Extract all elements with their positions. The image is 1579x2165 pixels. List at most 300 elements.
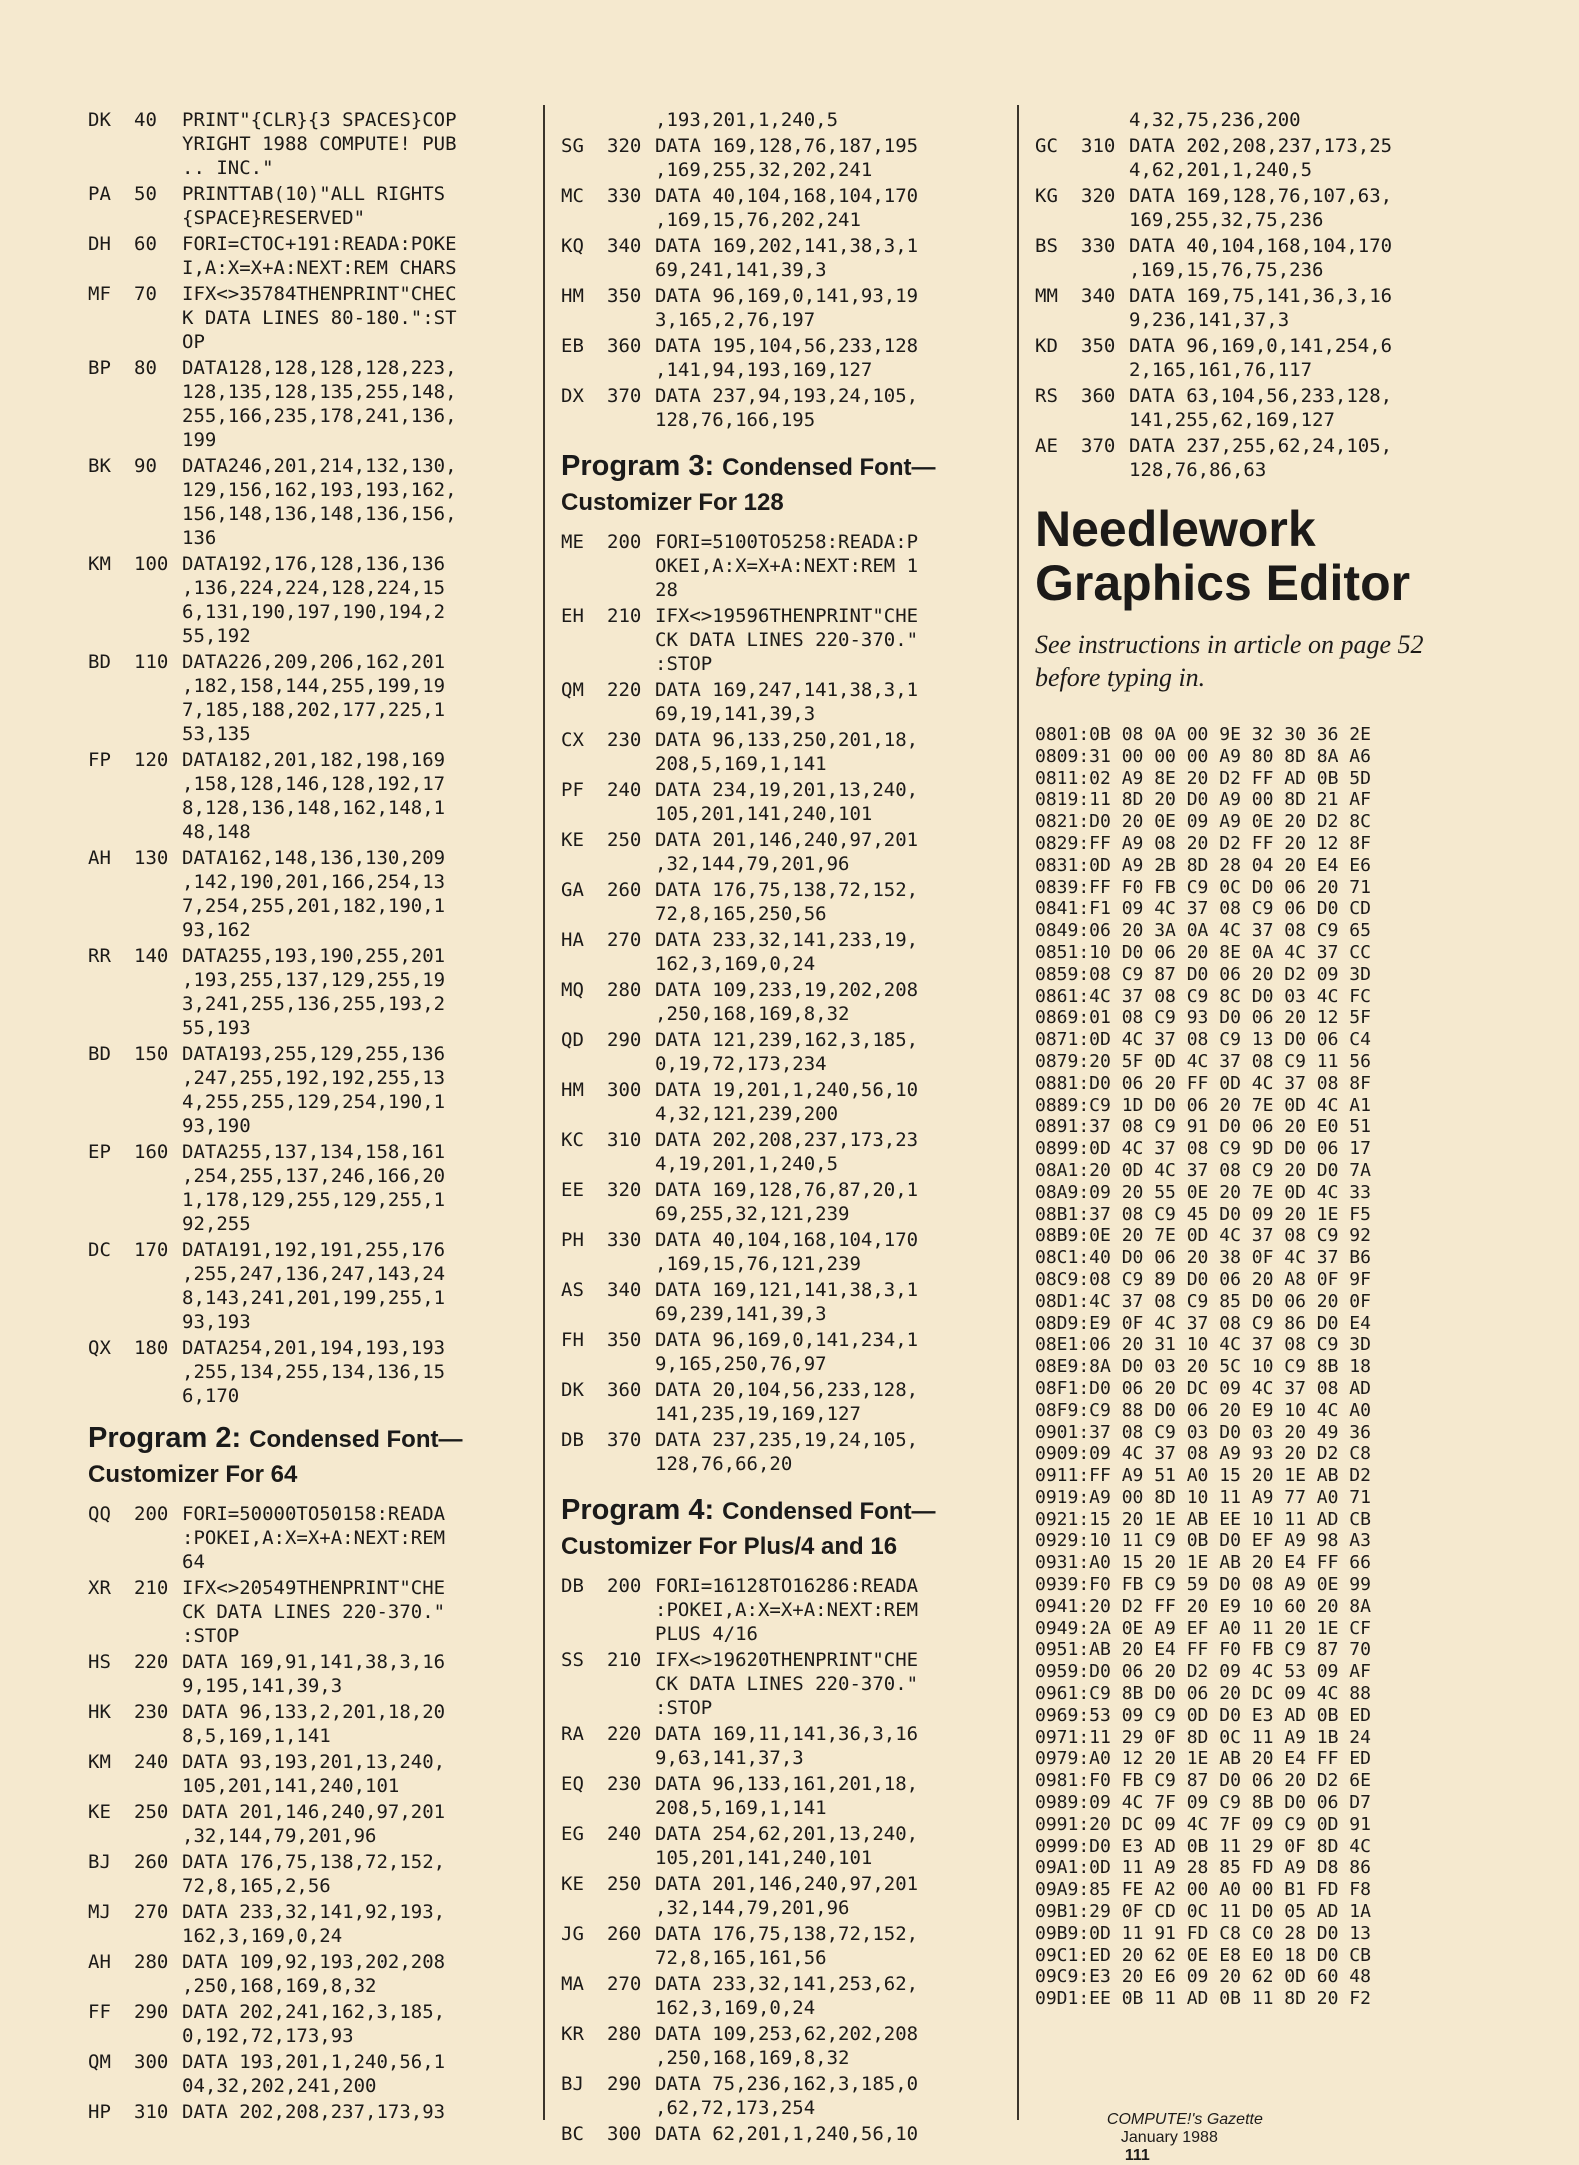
line-number: 360: [1081, 385, 1116, 407]
code-text: 9,165,250,76,97: [655, 1353, 827, 1375]
code-text: PLUS 4/16: [655, 1623, 758, 1645]
program-2-subtitle: Condensed Font—: [249, 1426, 463, 1453]
code-text: 9,236,141,37,3: [1129, 309, 1290, 331]
line-number: 240: [607, 1823, 642, 1845]
basic-line: [561, 1228, 1001, 1276]
code-text: DATA255,193,190,255,201: [182, 945, 446, 967]
code-text: ,169,15,76,121,239: [655, 1253, 861, 1275]
line-number: 330: [1081, 235, 1116, 257]
program-3-title-line2: Customizer For 128: [561, 489, 784, 516]
code-text: 53,135: [182, 723, 251, 745]
checksum: QM: [88, 2051, 111, 2073]
hex-line: 0831:0D A9 2B 8D 28 04 20 E4 E6: [1035, 854, 1371, 876]
line-number: 350: [1081, 335, 1116, 357]
basic-line: [561, 184, 1001, 232]
line-number: 130: [134, 847, 169, 869]
basic-line: [88, 1502, 528, 1574]
checksum: KE: [561, 1873, 584, 1895]
hex-line: 0941:20 D2 FF 20 E9 10 60 20 8A: [1035, 1595, 1371, 1617]
basic-line: [88, 1950, 528, 1998]
checksum: FP: [88, 749, 111, 771]
checksum: ME: [561, 531, 584, 553]
code-text: .. INC.": [182, 157, 274, 179]
line-number: 240: [134, 1751, 169, 1773]
hex-line: 08B1:37 08 C9 45 D0 09 20 1E F5: [1035, 1203, 1371, 1225]
line-number: 160: [134, 1141, 169, 1163]
checksum: JG: [561, 1923, 584, 1945]
basic-line: [561, 1278, 1001, 1326]
basic-line: [1035, 184, 1455, 232]
basic-line: [561, 1772, 1001, 1820]
code-text: DATA162,148,136,130,209: [182, 847, 446, 869]
basic-line: [1035, 108, 1455, 132]
hex-line: 0861:4C 37 08 C9 8C D0 03 4C FC: [1035, 985, 1371, 1007]
checksum: MC: [561, 185, 584, 207]
line-number: 350: [607, 285, 642, 307]
line-number: 260: [607, 879, 642, 901]
basic-line: [88, 356, 528, 452]
code-text: DATA 233,32,141,92,193,: [182, 1901, 446, 1923]
code-text: ,193,255,137,129,255,19: [182, 969, 446, 991]
code-text: K DATA LINES 80-180.":ST: [182, 307, 457, 329]
basic-line: [561, 1822, 1001, 1870]
checksum: HS: [88, 1651, 111, 1673]
code-text: 162,3,169,0,24: [182, 1925, 343, 1947]
basic-line: [561, 108, 1001, 132]
hex-line: 0901:37 08 C9 03 D0 03 20 49 36: [1035, 1421, 1371, 1443]
hex-line: 0951:AB 20 E4 FF F0 FB C9 87 70: [1035, 1639, 1371, 1661]
hex-line: 0959:D0 06 20 D2 09 4C 53 09 AF: [1035, 1661, 1371, 1683]
checksum: BK: [88, 455, 111, 477]
program-2-title: Program 2:: [88, 1422, 242, 1454]
line-number: 270: [607, 929, 642, 951]
code-text: 162,3,169,0,24: [655, 953, 816, 975]
code-text: 69,19,141,39,3: [655, 703, 816, 725]
basic-line: [88, 2000, 528, 2048]
code-text: DATA 62,201,1,240,56,10: [655, 2123, 919, 2145]
code-text: DATA 201,146,240,97,201: [655, 829, 919, 851]
code-text: ,250,168,169,8,32: [182, 1975, 377, 1997]
line-number: 180: [134, 1337, 169, 1359]
line-number: 370: [607, 385, 642, 407]
program-2-listing: [88, 1502, 528, 2124]
page-footer: [1098, 2093, 1263, 2165]
hex-line: 08A9:09 20 55 0E 20 7E 0D 4C 33: [1035, 1181, 1371, 1203]
checksum: SS: [561, 1649, 584, 1671]
hex-line: 0949:2A 0E A9 EF A0 11 20 1E CF: [1035, 1617, 1371, 1639]
basic-line: [561, 1128, 1001, 1176]
hex-line: 0899:0D 4C 37 08 C9 9D D0 06 17: [1035, 1138, 1371, 1160]
line-number: 210: [607, 1649, 642, 1671]
code-text: DATA226,209,206,162,201: [182, 651, 446, 673]
line-number: 90: [134, 455, 157, 477]
checksum: MQ: [561, 979, 584, 1001]
code-text: 4,19,201,1,240,5: [655, 1153, 839, 1175]
line-number: 310: [1081, 135, 1116, 157]
line-number: 230: [607, 1773, 642, 1795]
code-text: 4,255,255,129,254,190,1: [182, 1091, 446, 1113]
basic-line: [561, 1972, 1001, 2020]
column-1: [88, 108, 528, 2126]
basic-line: [561, 1574, 1001, 1646]
checksum: [561, 108, 607, 132]
hex-line: 0869:01 08 C9 93 D0 06 20 12 5F: [1035, 1007, 1371, 1029]
hex-line: 09A9:85 FE A2 00 A0 00 B1 FD F8: [1035, 1879, 1371, 1901]
checksum: HK: [88, 1701, 111, 1723]
line-number: 360: [607, 1379, 642, 1401]
code-text: 8,128,136,148,162,148,1: [182, 797, 446, 819]
hex-line: 0979:A0 12 20 1E AB 20 E4 FF ED: [1035, 1748, 1371, 1770]
line-number: 290: [134, 2001, 169, 2023]
code-text: DATA 202,208,237,173,25: [1129, 135, 1393, 157]
basic-line: [88, 1850, 528, 1898]
basic-line: [88, 1700, 528, 1748]
checksum: EB: [561, 335, 584, 357]
code-text: I,A:X=X+A:NEXT:REM CHARS: [182, 257, 457, 279]
code-text: ,255,247,136,247,143,24: [182, 1263, 446, 1285]
code-text: 208,5,169,1,141: [655, 1797, 827, 1819]
basic-line: [88, 1576, 528, 1648]
code-text: DATA182,201,182,198,169: [182, 749, 446, 771]
line-number: 50: [134, 183, 157, 205]
code-text: DATA 201,146,240,97,201: [655, 1873, 919, 1895]
checksum: MA: [561, 1973, 584, 1995]
basic-line: [561, 1328, 1001, 1376]
line-number: 340: [1081, 285, 1116, 307]
code-text: CK DATA LINES 220-370.": [655, 1673, 919, 1695]
line-number: 280: [607, 979, 642, 1001]
checksum: PA: [88, 183, 111, 205]
code-text: DATA 96,133,250,201,18,: [655, 729, 919, 751]
line-number: 60: [134, 233, 157, 255]
code-text: :STOP: [655, 1697, 713, 1719]
line-number: 40: [134, 109, 157, 131]
program-3-heading: [561, 450, 1001, 484]
checksum: BJ: [561, 2073, 584, 2095]
code-text: DATA 169,121,141,38,3,1: [655, 1279, 919, 1301]
line-number: 200: [607, 1575, 642, 1597]
code-text: DATA 195,104,56,233,128: [655, 335, 919, 357]
checksum: AH: [88, 1951, 111, 1973]
code-text: FORI=50000TO50158:READA: [182, 1503, 446, 1525]
code-text: IFX<>35784THENPRINT"CHEC: [182, 283, 457, 305]
basic-line: [88, 944, 528, 1040]
code-text: CK DATA LINES 220-370.": [182, 1601, 446, 1623]
code-text: YRIGHT 1988 COMPUTE! PUB: [182, 133, 457, 155]
checksum: EQ: [561, 1773, 584, 1795]
code-text: 156,148,136,148,136,156,: [182, 503, 457, 525]
code-text: 72,8,165,250,56: [655, 903, 827, 925]
code-text: 199: [182, 429, 217, 451]
code-text: ,193,201,1,240,5: [655, 109, 839, 131]
code-text: ,32,144,79,201,96: [655, 1897, 850, 1919]
code-text: 4,62,201,1,240,5: [1129, 159, 1313, 181]
code-text: IFX<>19596THENPRINT"CHE: [655, 605, 919, 627]
line-number: 360: [607, 335, 642, 357]
hex-line: 0939:F0 FB C9 59 D0 08 A9 0E 99: [1035, 1574, 1371, 1596]
basic-line: [561, 284, 1001, 332]
code-text: DATA 237,255,62,24,105,: [1129, 435, 1393, 457]
basic-line: [561, 234, 1001, 282]
code-text: DATA 176,75,138,72,152,: [655, 1923, 919, 1945]
line-number: 210: [134, 1577, 169, 1599]
line-number: 250: [607, 1873, 642, 1895]
hex-line: 09D1:EE 0B 11 AD 0B 11 8D 20 F2: [1035, 1988, 1371, 2010]
code-text: 55,193: [182, 1017, 251, 1039]
code-text: 69,239,141,39,3: [655, 1303, 827, 1325]
hex-line: 0829:FF A9 08 20 D2 FF 20 12 8F: [1035, 832, 1371, 854]
checksum: EG: [561, 1823, 584, 1845]
checksum: FF: [88, 2001, 111, 2023]
checksum: HM: [561, 1079, 584, 1101]
code-text: DATA 169,128,76,107,63,: [1129, 185, 1393, 207]
column-divider: [543, 105, 545, 2120]
code-text: DATA 233,32,141,253,62,: [655, 1973, 919, 1995]
program-4-heading: [561, 1494, 1001, 1528]
checksum: MF: [88, 283, 111, 305]
basic-line: [88, 1900, 528, 1948]
line-number: 270: [134, 1901, 169, 1923]
checksum: DX: [561, 385, 584, 407]
basic-line: [88, 282, 528, 354]
page-number: 111: [1124, 2147, 1150, 2164]
checksum: AH: [88, 847, 111, 869]
basic-line: [88, 1800, 528, 1848]
code-text: 128,76,66,20: [655, 1453, 793, 1475]
hex-line: 08D9:E9 0F 4C 37 08 C9 86 D0 E4: [1035, 1312, 1371, 1334]
basic-line: [88, 2050, 528, 2098]
hex-line: 0991:20 DC 09 4C 7F 09 C9 0D 91: [1035, 1813, 1371, 1835]
checksum: DK: [561, 1379, 584, 1401]
code-text: :STOP: [655, 653, 713, 675]
code-text: DATA254,201,194,193,193: [182, 1337, 446, 1359]
checksum: QX: [88, 1337, 111, 1359]
code-text: DATA 254,62,201,13,240,: [655, 1823, 919, 1845]
checksum: BS: [1035, 235, 1058, 257]
code-text: DATA 63,104,56,233,128,: [1129, 385, 1393, 407]
hex-line: 0851:10 D0 06 20 8E 0A 4C 37 CC: [1035, 941, 1371, 963]
code-text: DATA 202,208,237,173,23: [655, 1129, 919, 1151]
basic-line: [561, 1378, 1001, 1426]
hex-line: 08D1:4C 37 08 C9 85 D0 06 20 0F: [1035, 1290, 1371, 1312]
code-text: 0,192,72,173,93: [182, 2025, 354, 2047]
line-number: [1081, 108, 1129, 132]
checksum: KR: [561, 2023, 584, 2045]
code-text: DATA 96,133,2,201,18,20: [182, 1701, 446, 1723]
basic-line: [561, 678, 1001, 726]
code-text: 9,63,141,37,3: [655, 1747, 804, 1769]
line-number: 200: [134, 1503, 169, 1525]
hex-line: 0849:06 20 3A 0A 4C 37 08 C9 65: [1035, 920, 1371, 942]
code-text: DATA 20,104,56,233,128,: [655, 1379, 919, 1401]
checksum: AE: [1035, 435, 1058, 457]
code-text: 69,255,32,121,239: [655, 1203, 850, 1225]
hex-line: 0909:09 4C 37 08 A9 93 20 D2 C8: [1035, 1443, 1371, 1465]
code-text: ,169,255,32,202,241: [655, 159, 873, 181]
code-text: ,250,168,169,8,32: [655, 1003, 850, 1025]
hex-line: 0999:D0 E3 AD 0B 11 29 0F 8D 4C: [1035, 1835, 1371, 1857]
code-text: 1,178,129,255,129,255,1: [182, 1189, 446, 1211]
code-text: :POKEI,A:X=X+A:NEXT:REM: [655, 1599, 919, 1621]
line-number: 150: [134, 1043, 169, 1065]
code-text: 93,190: [182, 1115, 251, 1137]
basic-line: [1035, 284, 1455, 332]
line-number: 220: [607, 679, 642, 701]
code-text: IFX<>19620THENPRINT"CHE: [655, 1649, 919, 1671]
code-text: 04,32,202,241,200: [182, 2075, 377, 2097]
line-number: [607, 108, 655, 132]
program-4-listing: [561, 1574, 1001, 2146]
checksum: PH: [561, 1229, 584, 1251]
line-number: 140: [134, 945, 169, 967]
code-text: ,255,134,255,134,136,15: [182, 1361, 446, 1383]
basic-line: [88, 1042, 528, 1138]
line-number: 250: [134, 1801, 169, 1823]
basic-line: [561, 2072, 1001, 2120]
hex-line: 0839:FF F0 FB C9 0C D0 06 20 71: [1035, 876, 1371, 898]
code-text: 2,165,161,76,117: [1129, 359, 1313, 381]
checksum: EP: [88, 1141, 111, 1163]
checksum: KM: [88, 1751, 111, 1773]
code-text: DATA 169,91,141,38,3,16: [182, 1651, 446, 1673]
basic-line: [561, 134, 1001, 182]
basic-line: [561, 2022, 1001, 2070]
line-number: 230: [134, 1701, 169, 1723]
line-number: 280: [607, 2023, 642, 2045]
checksum: DH: [88, 233, 111, 255]
program-4-continued-listing: [1035, 108, 1455, 482]
hex-line: 08E1:06 20 31 10 4C 37 08 C9 3D: [1035, 1334, 1371, 1356]
line-number: 220: [134, 1651, 169, 1673]
code-text: 105,201,141,240,101: [655, 803, 873, 825]
code-text: 105,201,141,240,101: [182, 1775, 400, 1797]
basic-line: [561, 1648, 1001, 1720]
hex-line: 0819:11 8D 20 D0 A9 00 8D 21 AF: [1035, 789, 1371, 811]
code-text: 105,201,141,240,101: [655, 1847, 873, 1869]
code-text: 4,32,75,236,200: [1129, 109, 1301, 131]
line-number: 370: [1081, 435, 1116, 457]
program-3-title: Program 3:: [561, 450, 715, 482]
code-text: DATA 176,75,138,72,152,: [182, 1851, 446, 1873]
hex-line: 0969:53 09 C9 0D D0 E3 AD 0B ED: [1035, 1704, 1371, 1726]
basic-line: [1035, 434, 1455, 482]
code-text: DATA 96,169,0,141,234,1: [655, 1329, 919, 1351]
basic-line: [88, 846, 528, 942]
hex-line: 09B9:0D 11 91 FD C8 C0 28 D0 13: [1035, 1922, 1371, 1944]
program-4-title-line2: Customizer For Plus/4 and 16: [561, 1533, 898, 1560]
code-text: 128,76,166,195: [655, 409, 816, 431]
line-number: 170: [134, 1239, 169, 1261]
basic-line: [561, 1178, 1001, 1226]
checksum: EE: [561, 1179, 584, 1201]
checksum: SG: [561, 135, 584, 157]
checksum: DB: [561, 1575, 584, 1597]
column-divider: [1017, 105, 1019, 2120]
line-number: 320: [607, 135, 642, 157]
line-number: 330: [607, 185, 642, 207]
checksum: KC: [561, 1129, 584, 1151]
code-text: ,141,94,193,169,127: [655, 359, 873, 381]
program-2-heading: [88, 1422, 528, 1456]
hex-line: 0879:20 5F 0D 4C 37 08 C9 11 56: [1035, 1050, 1371, 1072]
code-text: ,136,224,224,128,224,15: [182, 577, 446, 599]
checksum: KE: [88, 1801, 111, 1823]
code-text: DATA 202,241,162,3,185,: [182, 2001, 446, 2023]
magazine-name: COMPUTE!'s Gazette: [1106, 2111, 1263, 2128]
hex-line: 0811:02 A9 8E 20 D2 FF AD 0B 5D: [1035, 767, 1371, 789]
basic-line: [561, 384, 1001, 432]
basic-line: [88, 552, 528, 648]
code-text: OKEI,A:X=X+A:NEXT:REM 1: [655, 555, 919, 577]
basic-line: [88, 1238, 528, 1334]
code-text: 8,5,169,1,141: [182, 1725, 331, 1747]
basic-line: [561, 1922, 1001, 1970]
code-text: DATA 109,233,19,202,208: [655, 979, 919, 1001]
code-text: DATA 75,236,162,3,185,0: [655, 2073, 919, 2095]
code-text: 6,131,190,197,190,194,2: [182, 601, 446, 623]
hex-line: 0801:0B 08 0A 00 9E 32 30 36 2E: [1035, 724, 1371, 745]
code-text: DATA 176,75,138,72,152,: [655, 879, 919, 901]
basic-line: [88, 1750, 528, 1798]
checksum: RA: [561, 1723, 584, 1745]
code-text: DATA 96,169,0,141,254,6: [1129, 335, 1393, 357]
code-text: DATA 40,104,168,104,170: [655, 1229, 919, 1251]
code-text: PRINT"{CLR}{3 SPACES}COP: [182, 109, 457, 131]
code-text: 7,185,188,202,177,225,1: [182, 699, 446, 721]
checksum: RR: [88, 945, 111, 967]
basic-line: [88, 182, 528, 230]
program-2-title-line2: Customizer For 64: [88, 1461, 298, 1488]
code-text: DATA 121,239,162,3,185,: [655, 1029, 919, 1051]
code-text: ,169,15,76,75,236: [1129, 259, 1324, 281]
hex-line: 0891:37 08 C9 91 D0 06 20 E0 51: [1035, 1116, 1371, 1138]
basic-line: [561, 1722, 1001, 1770]
code-text: DATA 193,201,1,240,56,1: [182, 2051, 446, 2073]
code-text: 169,255,32,75,236: [1129, 209, 1324, 231]
code-text: DATA 40,104,168,104,170: [655, 185, 919, 207]
code-text: DATA 201,146,240,97,201: [182, 1801, 446, 1823]
code-text: 208,5,169,1,141: [655, 753, 827, 775]
code-text: 8,143,241,201,199,255,1: [182, 1287, 446, 1309]
checksum: BD: [88, 1043, 111, 1065]
checksum: QD: [561, 1029, 584, 1051]
basic-line: [561, 978, 1001, 1026]
line-number: 80: [134, 357, 157, 379]
line-number: 230: [607, 729, 642, 751]
code-text: 6,170: [182, 1385, 240, 1407]
line-number: 250: [607, 829, 642, 851]
code-text: ,247,255,192,192,255,13: [182, 1067, 446, 1089]
code-text: 255,166,235,178,241,136,: [182, 405, 457, 427]
code-text: 3,165,2,76,197: [655, 309, 816, 331]
code-text: IFX<>20549THENPRINT"CHE: [182, 1577, 446, 1599]
instructions-note: See instructions in article on page 52 before typing in.: [1035, 630, 1424, 692]
hex-line: 0871:0D 4C 37 08 C9 13 D0 06 C4: [1035, 1029, 1371, 1051]
code-text: DATA 233,32,141,233,19,: [655, 929, 919, 951]
code-text: 72,8,165,161,56: [655, 1947, 827, 1969]
line-number: 300: [607, 2123, 642, 2145]
code-text: 55,192: [182, 625, 251, 647]
line-number: 260: [607, 1923, 642, 1945]
hex-line: 08E9:8A D0 03 20 5C 10 C9 8B 18: [1035, 1356, 1371, 1378]
basic-line: [88, 232, 528, 280]
line-number: 280: [134, 1951, 169, 1973]
checksum: AS: [561, 1279, 584, 1301]
checksum: HP: [88, 2101, 111, 2123]
checksum: BJ: [88, 1851, 111, 1873]
code-text: 93,162: [182, 919, 251, 941]
line-number: 290: [607, 1029, 642, 1051]
